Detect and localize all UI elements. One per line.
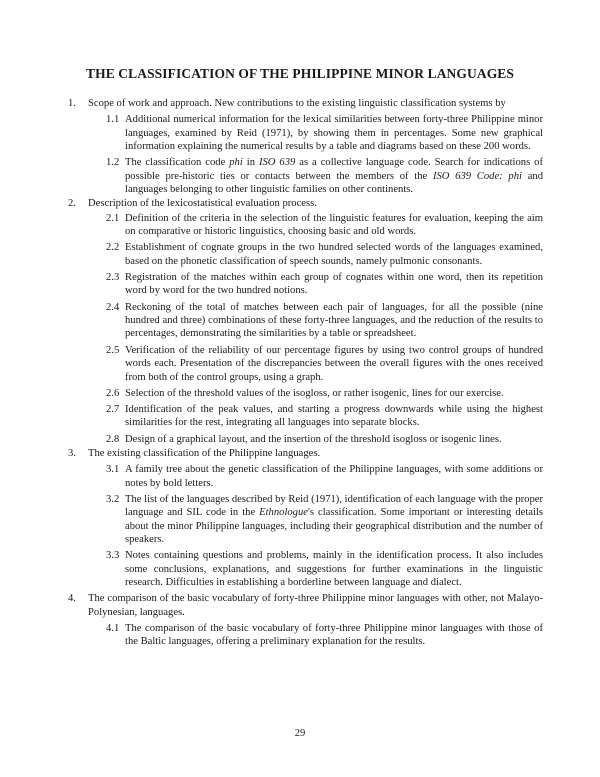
subsection-text: Establishment of cognate groups in the two hundred selected words of the languages examined, based on the phonetic classification of speech sounds, namely pulmonic consonants. (125, 242, 543, 267)
subsection-2-3 (0, 271, 600, 298)
section-number: 2. (68, 198, 76, 210)
section-text: The comparison of the basic vocabulary of forty-three Philippine minor languages with other, not Malayo-Polynesian, languages. (88, 593, 543, 618)
subsection-2-8 (0, 433, 600, 446)
subsection-2-7 (0, 403, 600, 430)
subsection-text: Design of a graphical layout, and the insertion of the threshold isogloss or isogenic lines. (125, 433, 502, 445)
subsection-italic-part: ISO 639 Code: phi (432, 170, 522, 182)
subsection-text: Notes containing questions and problems, mainly in the identification process. It also includes some conclusions, explanations, and suggestions for further examinations in the linguistic research. Difficulties in establishing a borderline between language and dialect. (125, 550, 543, 588)
subsection-text-part: and languages belonging to other linguistic families on other continents. (125, 170, 543, 196)
section-4 (0, 592, 600, 619)
subsection-text: Verification of the reliability of our percentage figures by using two control groups of hundred words each. Presentation of the discrepancies between the overall figures with the ones received from both of the control groups, using a graph. (125, 344, 543, 383)
subsection-text: Definition of the criteria in the selection of the linguistic features for evaluation, keeping the aim on comparative or historic linguistics, choosing basic and old words. (125, 212, 543, 238)
subsection-4-1 (0, 622, 600, 649)
subsection-text-part: 's classification. Some important or interesting details about the minor Philippine languages, including their geographical distribution and the number of speakers. (125, 507, 543, 545)
section-1 (0, 97, 600, 110)
subsection-number: 3.3 (106, 550, 120, 562)
subsection-2-1 (0, 212, 600, 239)
section-2 (0, 197, 600, 210)
subsection-number: 2.2 (106, 242, 120, 254)
subsection-text: A family tree about the genetic classification of the Philippine languages, with some additions or notes by bold letters. (125, 464, 543, 489)
subsection-italic-part: ISO 639 (258, 157, 296, 169)
subsection-number: 2.4 (106, 301, 120, 313)
subsection-2-6 (0, 387, 600, 400)
page-title: THE CLASSIFICATION OF THE PHILIPPINE MINOR LANGUAGES (85, 66, 515, 81)
section-text: The existing classification of the Philippine languages. (88, 447, 321, 459)
subsection-text: Selection of the threshold values of the isogloss, or rather isogenic, lines for our exercise. (125, 387, 504, 399)
subsection-number: 4.1 (106, 622, 120, 634)
section-text: Description of the lexicostatistical evaluation process. (88, 198, 317, 210)
subsection-3-3 (0, 549, 600, 589)
subsection-text-part: as a collective language code. Search for indications of possible pre-historic ties or contacts between the members of the (125, 157, 543, 182)
subsection-number: 3.2 (106, 493, 120, 505)
subsection-text: Identification of the peak values, and starting a progress downwards while using the highest similarities for the rest, integrating all languages into separate blocks. (125, 403, 543, 429)
section-number: 4. (68, 593, 76, 605)
section-number: 1. (68, 98, 76, 109)
subsection-number: 2.5 (106, 344, 120, 356)
subsection-text: Reckoning of the total of matches between each pair of languages, for all the possible (nine hundred and three) combinations of these forty-three languages, and the reduction of the results to percentages, demonstrating the similarities by a table or spreadsheet. (125, 301, 543, 340)
subsection-1-1 (0, 113, 600, 153)
page-number: 29 (294, 728, 306, 739)
subsection-number: 2.3 (106, 272, 120, 284)
subsection-text-part: The classification code (125, 157, 230, 169)
subsection-text: The comparison of the basic vocabulary of forty-three Philippine minor languages with those of the Baltic languages, offering a preliminary explanation for the results. (125, 622, 543, 648)
subsection-2-5 (0, 344, 600, 384)
subsection-number: 2.6 (106, 387, 120, 399)
subsection-1-2 (0, 156, 600, 196)
subsection-2-4 (0, 301, 600, 341)
subsection-number: 3.1 (106, 464, 120, 476)
subsection-text-part: The list of the languages described by Reid (1971), identification of each language with the proper language and SIL code in the (125, 493, 543, 519)
subsection-number: 2.1 (106, 212, 120, 224)
outline-list (0, 97, 600, 649)
subsection-number: 2.7 (106, 403, 120, 415)
subsection-text-part: in (242, 157, 259, 169)
subsection-italic-part: Ethnologue (259, 507, 308, 519)
subsection-2-2 (0, 241, 600, 268)
subsection-number: 1.2 (106, 157, 120, 169)
subsection-3-2 (0, 493, 600, 547)
subsection-3-1 (0, 463, 600, 490)
section-3 (0, 447, 600, 460)
subsection-text: Additional numerical information for the lexical similarities between forty-three Philippine minor languages, examined by Reid (1971), by showing them in percentages. Some new graphical information explaining the numerical results by a table and diagrams based on these 200 words. (125, 114, 543, 153)
section-number: 3. (68, 447, 76, 459)
subsection-text: Registration of the matches within each group of cognates within one word, then its repetition word by word for the two hundred notions. (125, 272, 543, 297)
subsection-number: 2.8 (106, 433, 120, 445)
subsection-italic-part: phi (229, 157, 243, 169)
subsection-number: 1.1 (106, 114, 120, 126)
section-text: Scope of work and approach. New contributions to the existing linguistic classification systems by (88, 98, 506, 109)
